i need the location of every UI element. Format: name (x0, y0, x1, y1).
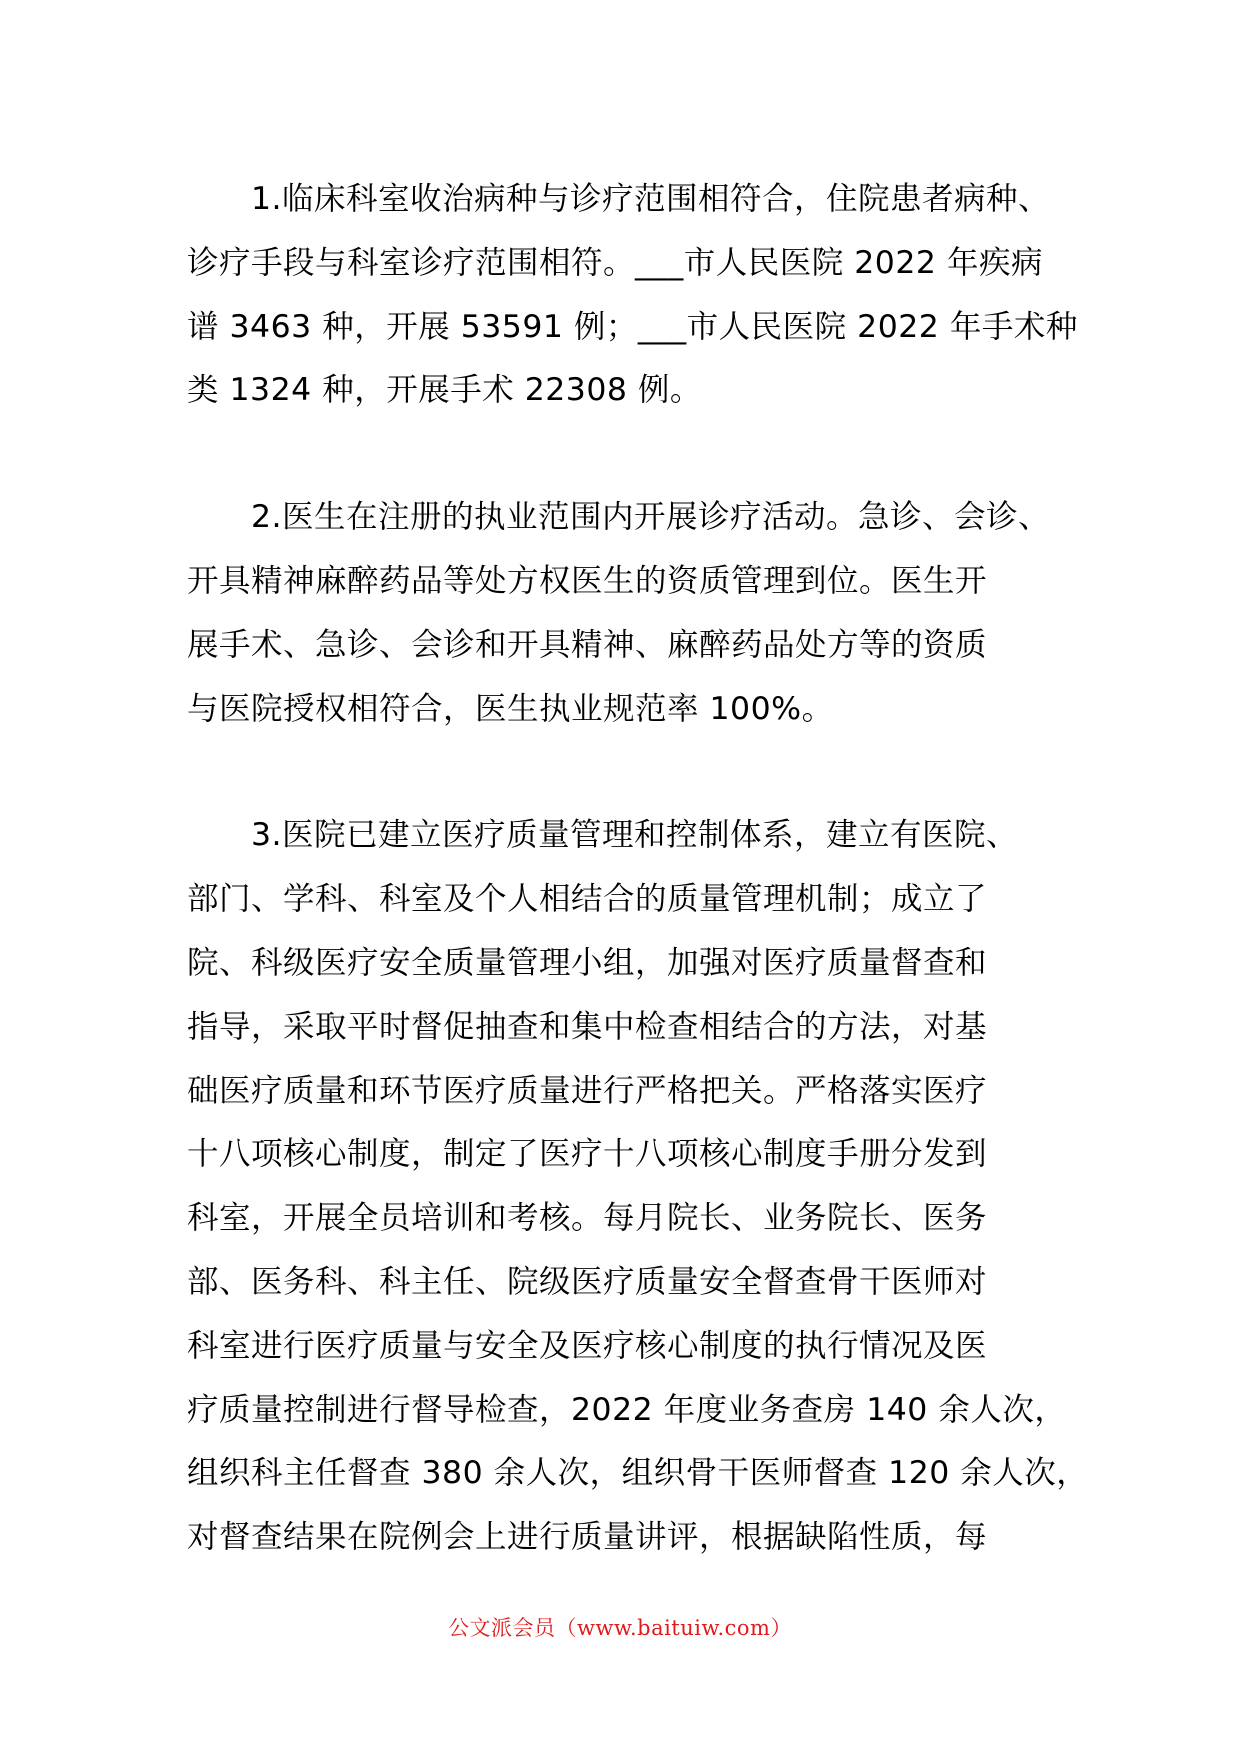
paragraph-line: 指导，采取平时督促抽查和集中检查相结合的方法，对基 (187, 1008, 988, 1045)
footer-watermark: 公文派会员（www.baituiw.com） (448, 1616, 792, 1640)
paragraph-line: 组织科主任督查 380 余人次，组织骨干医师督查 120 余人次， (187, 1455, 1089, 1492)
paragraph-line: 疗质量控制进行督导检查，2022 年度业务查房 140 余人次， (187, 1391, 1067, 1428)
paragraph-line: 院、科级医疗安全质量管理小组，加强对医疗质量督查和 (187, 944, 988, 981)
paragraph-2 (187, 486, 1077, 741)
paragraph-line: 科室进行医疗质量与安全及医疗核心制度的执行情况及医 (187, 1327, 988, 1364)
paragraph-line: 诊疗手段与科室诊疗范围相符。___市人民医院 2022 年疾病 (187, 244, 1043, 281)
paragraph-line: 谱 3463 种，开展 53591 例；___市人民医院 2022 年手术种 (187, 308, 1078, 345)
paragraph-line: 展手术、急诊、会诊和开具精神、麻醉药品处方等的资质 (187, 626, 988, 663)
paragraph-line: 1.临床科室收治病种与诊疗范围相符合，住院患者病种、 (251, 181, 1051, 217)
paragraph-line: 础医疗质量和环节医疗质量进行严格把关。严格落实医疗 (187, 1072, 988, 1109)
document-body (187, 168, 1089, 1570)
paragraph-line: 科室，开展全员培训和考核。每月院长、业务院长、医务 (187, 1200, 988, 1237)
paragraph-3 (187, 804, 1089, 1570)
paragraph-line: 开具精神麻醉药品等处方权医生的资质管理到位。医生开 (187, 562, 988, 599)
paragraph-line: 类 1324 种，开展手术 22308 例。 (187, 372, 702, 409)
paragraph-line: 与医院授权相符合，医生执业规范率 100%。 (187, 690, 834, 727)
paragraph-line: 部门、学科、科室及个人相结合的质量管理机制；成立了 (187, 881, 988, 918)
paragraph-line: 部、医务科、科主任、院级医疗质量安全督查骨干医师对 (187, 1263, 988, 1300)
paragraph-line: 十八项核心制度，制定了医疗十八项核心制度手册分发到 (187, 1136, 988, 1173)
paragraph-line: 对督查结果在院例会上进行质量讲评，根据缺陷性质，每 (187, 1519, 988, 1556)
paragraph-1 (187, 168, 1077, 423)
paragraph-line: 2.医生在注册的执业范围内开展诊疗活动。急诊、会诊、 (251, 499, 1051, 536)
paragraph-line: 3.医院已建立医疗质量管理和控制体系，建立有医院、 (251, 817, 1019, 854)
